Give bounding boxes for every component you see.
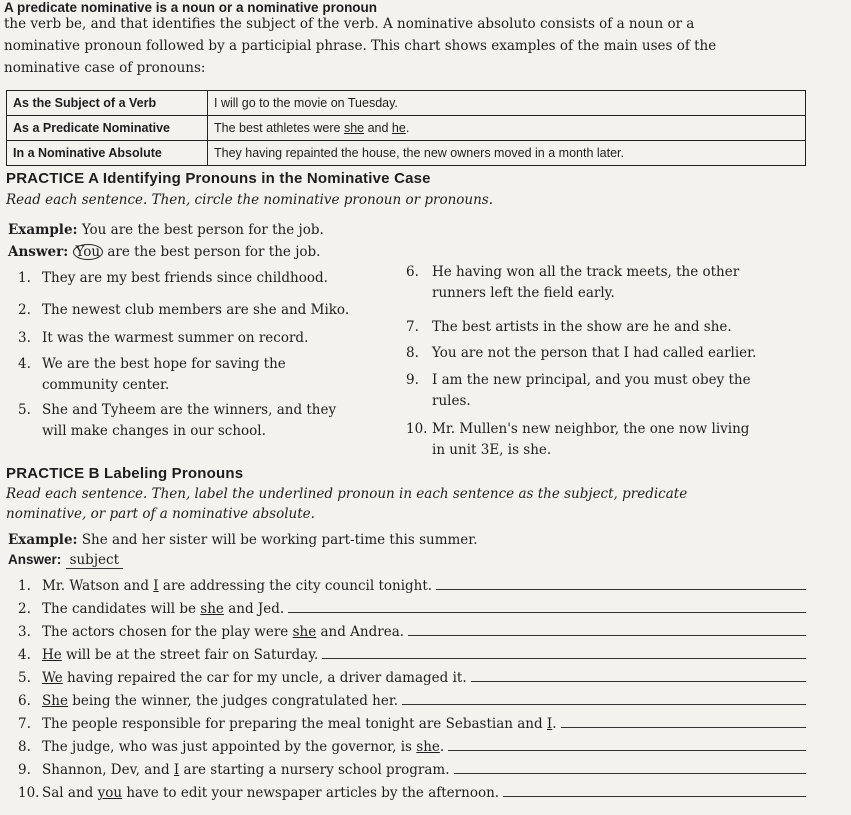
practice-b-heading: PRACTICE B Labeling Pronouns: [6, 465, 244, 482]
item-text[interactable]: The newest club members are she and Miko.: [42, 302, 350, 318]
chart-row-label: As the Subject of a Verb: [7, 91, 208, 116]
item-text: The people responsible for preparing the meal tonight are Sebastian and I.: [42, 716, 557, 732]
practice-a-item: [406, 370, 751, 412]
item-number: 4.: [18, 356, 31, 372]
nominative-case-chart: [6, 90, 806, 166]
item-text: Mr. Watson and I are addressing the city council tonight.: [42, 578, 433, 594]
underlined-pronoun: she: [292, 624, 317, 640]
underlined-pronoun: she: [200, 601, 224, 617]
item-number: 7.: [18, 716, 31, 732]
underlined-pronoun: you: [97, 785, 123, 801]
practice-a-item: [18, 328, 308, 349]
answer-blank[interactable]: [288, 611, 806, 613]
item-text: The actors chosen for the play were she and Andrea.: [42, 624, 405, 640]
answer-blank[interactable]: [436, 588, 806, 590]
item-text[interactable]: She and Tyheem are the winners, and they: [42, 402, 337, 418]
item-number: 10.: [18, 785, 40, 801]
underlined-pronoun: I: [153, 578, 159, 594]
intro-line-3: nominative pronoun followed by a participial phrase. This chart shows examples of the main uses of the: [4, 38, 717, 54]
item-number: 4.: [18, 647, 31, 663]
answer-blank[interactable]: [448, 749, 806, 751]
intro-line-1: A predicate nominative is a noun or a nominative pronoun: [4, 0, 378, 15]
item-text: We having repaired the car for my uncle, a driver damaged it.: [42, 670, 467, 686]
underlined-pronoun: she: [416, 739, 440, 755]
item-number: 6.: [18, 693, 31, 709]
item-text[interactable]: Mr. Mullen's new neighbor, the one now living: [432, 421, 750, 437]
intro-line-4: nominative case of pronouns:: [4, 60, 206, 76]
item-number: 6.: [406, 264, 419, 280]
item-text[interactable]: rules.: [432, 393, 471, 409]
chart-row-label: As a Predicate Nominative: [7, 116, 208, 141]
practice-b-item: [18, 578, 806, 594]
chart-row-example: The best athletes were she and he.: [208, 116, 806, 141]
practice-a-item: [406, 343, 756, 364]
practice-b-item: [18, 601, 806, 617]
underlined-pronoun: She: [42, 693, 68, 709]
practice-a-heading: PRACTICE A Identifying Pronouns in the Nominative Case: [6, 170, 431, 187]
practice-a-item: [406, 317, 732, 338]
practice-b-example: Example: She and her sister will be working part-time this summer.: [8, 532, 478, 548]
practice-a-item: [18, 400, 336, 442]
practice-b-item: [18, 739, 806, 755]
practice-b-instructions-1: Read each sentence. Then, label the underlined pronoun in each sentence as the subject, predicate: [6, 486, 688, 502]
item-number: 8.: [18, 739, 31, 755]
item-number: 8.: [406, 345, 419, 361]
item-text[interactable]: It was the warmest summer on record.: [42, 330, 309, 346]
practice-a-item: [18, 354, 286, 396]
item-text: She being the winner, the judges congratulated her.: [42, 693, 399, 709]
item-number: 3.: [18, 330, 31, 346]
item-number: 5.: [18, 670, 31, 686]
practice-b-item: [18, 693, 806, 709]
chart-row-example: They having repainted the house, the new owners moved in a month later.: [208, 141, 806, 166]
practice-b-item: [18, 762, 806, 778]
chart-row-example: I will go to the movie on Tuesday.: [208, 91, 806, 116]
item-text[interactable]: We are the best hope for saving the: [42, 356, 286, 372]
practice-a-answer: Answer: You are the best person for the job.: [8, 244, 321, 260]
item-number: 2.: [18, 601, 31, 617]
item-number: 10.: [406, 421, 428, 437]
answer-blank[interactable]: [408, 634, 806, 636]
item-text[interactable]: He having won all the track meets, the other: [432, 264, 740, 280]
answer-blank[interactable]: [561, 726, 806, 728]
item-text[interactable]: You are not the person that I had called earlier.: [432, 345, 757, 361]
item-text[interactable]: The best artists in the show are he and she.: [432, 319, 732, 335]
item-number: 9.: [406, 372, 419, 388]
item-number: 9.: [18, 762, 31, 778]
underlined-pronoun: He: [42, 647, 62, 663]
practice-b-answer: Answer: subject: [8, 552, 123, 569]
item-number: 1.: [18, 270, 31, 286]
answer-blank[interactable]: [454, 772, 806, 774]
practice-b-item: [18, 716, 806, 732]
item-text: Shannon, Dev, and I are starting a nursery school program.: [42, 762, 450, 778]
circled-pronoun: You: [73, 244, 104, 260]
item-text[interactable]: I am the new principal, and you must obey the: [432, 372, 751, 388]
item-text[interactable]: in unit 3E, is she.: [432, 442, 552, 458]
item-number: 2.: [18, 302, 31, 318]
practice-b-item: [18, 670, 806, 686]
answer-blank[interactable]: [322, 657, 806, 659]
practice-b-item: [18, 624, 806, 640]
underlined-pronoun: I: [546, 716, 553, 732]
item-number: 3.: [18, 624, 31, 640]
item-text[interactable]: runners left the field early.: [432, 285, 615, 301]
item-number: 1.: [18, 578, 31, 594]
chart-row: [7, 116, 806, 141]
underlined-pronoun: We: [42, 670, 63, 686]
underlined-pronoun: I: [173, 762, 180, 778]
item-number: 5.: [18, 402, 31, 418]
item-text: The judge, who was just appointed by the governor, is she.: [42, 739, 445, 755]
item-text: Sal and you have to edit your newspaper articles by the afternoon.: [42, 785, 500, 801]
chart-row: [7, 91, 806, 116]
practice-b-item: [18, 647, 806, 663]
answer-blank[interactable]: [503, 795, 806, 797]
item-number: 7.: [406, 319, 419, 335]
chart-row-label: In a Nominative Absolute: [7, 141, 208, 166]
practice-a-item: [406, 262, 739, 304]
chart-row: [7, 141, 806, 166]
practice-a-item: [406, 419, 749, 461]
item-text[interactable]: They are my best friends since childhood.: [42, 270, 328, 286]
item-text: He will be at the street fair on Saturday.: [42, 647, 319, 663]
answer-blank[interactable]: [402, 703, 806, 705]
item-text[interactable]: community center.: [42, 377, 170, 393]
item-text[interactable]: will make changes in our school.: [42, 423, 266, 439]
practice-a-item: [18, 300, 349, 321]
practice-b-item: [18, 785, 806, 801]
practice-a-example: Example: You are the best person for the job.: [8, 222, 324, 238]
practice-a-instructions: Read each sentence. Then, circle the nominative pronoun or pronouns.: [6, 192, 494, 208]
intro-line-2: the verb be, and that identifies the subject of the verb. A nominative absoluto consists of a noun or a: [4, 16, 695, 32]
answer-blank[interactable]: [471, 680, 806, 682]
practice-a-item: [18, 268, 328, 289]
item-text: The candidates will be she and Jed.: [42, 601, 285, 617]
practice-b-instructions-2: nominative, or part of a nominative absolute.: [6, 506, 315, 522]
answer-value: subject: [66, 552, 123, 569]
